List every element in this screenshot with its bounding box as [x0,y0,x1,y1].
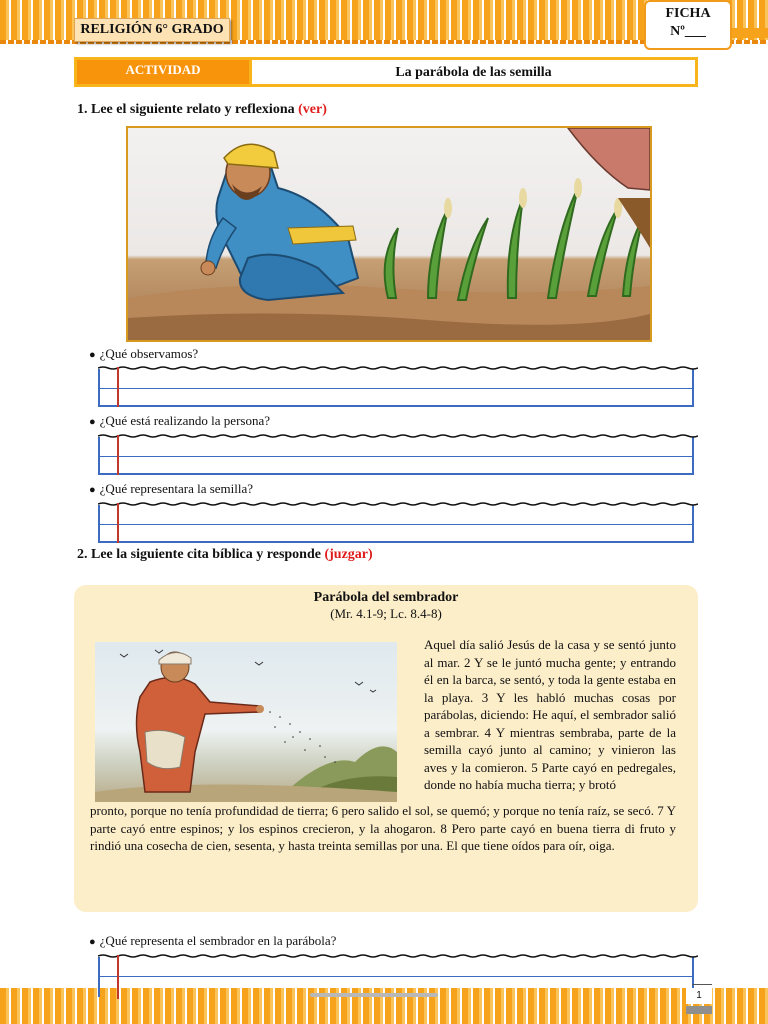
margin-line [117,955,119,999]
sower-sowing-illustration [95,642,397,802]
ficha-label: FICHA [665,6,711,21]
bullet-icon: ● [89,349,96,361]
activity-row [74,57,698,87]
wavy-top-line [98,954,698,958]
section1-heading-text: 1. Lee el siguiente relato y reflexiona [77,102,295,117]
question-text: ¿Qué representara la semilla? [99,481,254,496]
question-person-doing [89,413,270,429]
footer-mark [310,993,438,997]
reading-text-side: Aquel día salió Jesús de la casa y se sentó junto al mar. 2 Y se le juntó mucha gente; y entrando él en la barca, se sentó, y toda la gente estaba en la playa. 3 Y les habló muchas cosas por parábolas, diciendo: He aquí, el sembrador salió a sembrar. 4 Y mientras sembraba, parte de la semilla cayó junto al camino; y vinieron las aves y la comieron. 5 Parte cayó en pedregales, donde no había mucha tierra; y brotó [424,637,676,792]
question-seed-represent [89,481,253,497]
question-text: ¿Qué está realizando la persona? [99,413,271,428]
sower-kneeling-illustration [126,126,652,342]
margin-line [117,435,119,475]
question-text: ¿Qué observamos? [99,346,199,361]
margin-line [117,367,119,407]
ficha-number: Nº___ [670,24,706,39]
wavy-top-line [98,502,698,506]
activity-title: La parábola de las semilla [249,60,695,84]
reading-text-full: pronto, porque no tenía profundidad de tierra; 6 pero salido el sol, se quemó; y porque no tenía raíz, se secó. 7 Y parte cayó entre espinos; y los espinos crecieron, y la ahogaron. 8 Pero parte cayó en buena tierra di fruto y rindió una cosecha de cien, sesenta, y hasta treinta semillas por una. El que tiene oídos para oír, oiga. [90,803,676,853]
page-number: 1 [686,988,712,1004]
section2-heading-text: 2. Lee la siguiente cita bíblica y responde [77,547,321,562]
ficha-tab-decoration [732,28,768,38]
ficha-number-box [644,0,732,50]
answer-lines-sower-represent[interactable] [98,957,694,997]
edge-rule [692,984,712,985]
bullet-icon: ● [89,484,96,496]
section2-heading [77,547,373,563]
answer-lines-observe[interactable] [98,369,694,407]
section1-heading-tag: (ver) [298,102,327,117]
margin-line [117,503,119,543]
sower-kneeling-drawing [128,128,650,340]
question-sower-represent [89,933,336,949]
wavy-top-line [98,434,698,438]
answer-lines-seed-represent[interactable] [98,505,694,543]
section2-heading-tag: (juzgar) [324,547,373,562]
bullet-icon: ● [89,936,96,948]
section1-heading [77,102,327,118]
ruled-line [100,456,692,457]
sower-sowing-drawing [95,642,397,802]
activity-label: ACTIVIDAD [77,60,249,84]
bullet-icon: ● [89,416,96,428]
reading-reference: (Mr. 4.1-9; Lc. 8.4-8) [330,606,442,621]
ruled-line [100,388,692,389]
reading-title: Parábola del sembrador [313,590,459,605]
question-text: ¿Qué representa el sembrador en la parábola? [99,933,337,948]
wavy-top-line [98,366,698,370]
answer-lines-person-doing[interactable] [98,437,694,475]
ruled-line [100,524,692,525]
question-observe [89,346,198,362]
ruled-line [100,976,692,977]
subject-title: RELIGIÓN 6° GRADO [74,18,230,42]
